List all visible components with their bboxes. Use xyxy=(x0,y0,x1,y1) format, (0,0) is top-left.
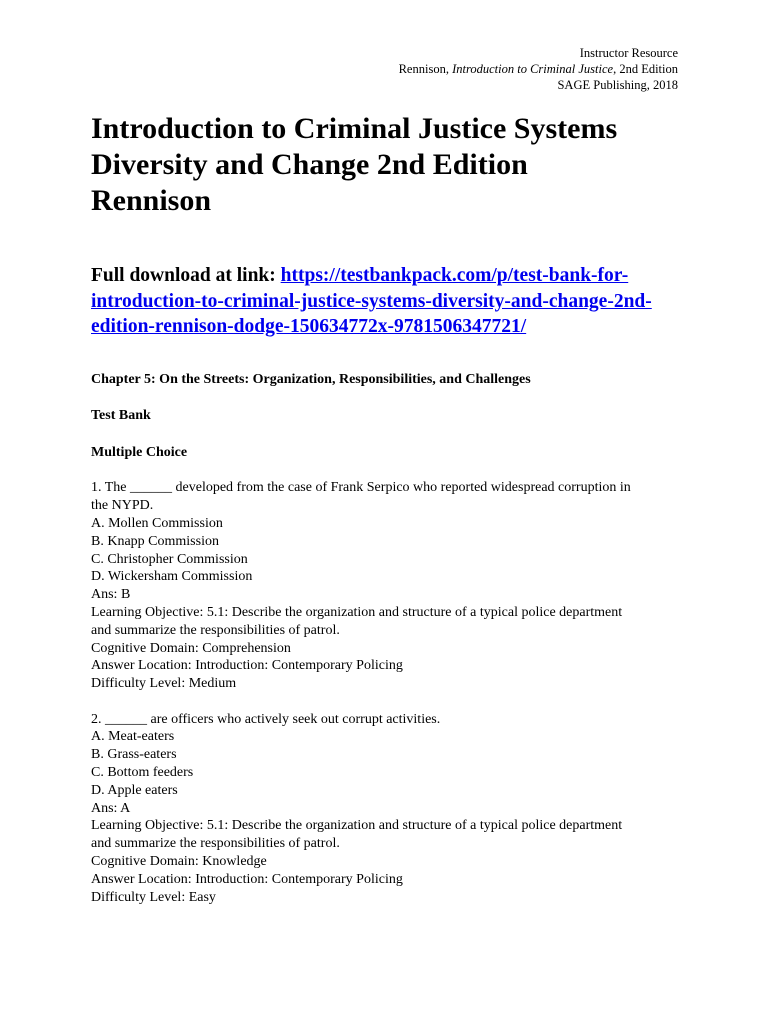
chapter-heading: Chapter 5: On the Streets: Organization, Responsibilities, and Challenges xyxy=(91,372,531,387)
question-2-answer-location: Answer Location: Introduction: Contemporary Policing xyxy=(91,871,403,887)
download-section xyxy=(91,263,691,340)
header-book-title: Introduction to Criminal Justice xyxy=(452,62,614,76)
question-1-answer: Ans: B xyxy=(91,587,131,603)
question-1-option-b: B. Knapp Commission xyxy=(91,533,219,549)
page-header xyxy=(399,45,678,93)
question-1-option-c: C. Christopher Commission xyxy=(91,551,248,567)
header-line-book xyxy=(399,61,678,77)
question-1-answer-location: Answer Location: Introduction: Contemporary Policing xyxy=(91,658,403,674)
title-line-1: Introduction to Criminal Justice Systems xyxy=(91,112,618,145)
download-link-part-1: https://testbankpack.com/p/test-bank-for- xyxy=(280,265,629,286)
header-edition: , 2nd Edition xyxy=(613,62,678,76)
question-2-stem: 2. ______ are officers who actively seek out corrupt activities. xyxy=(91,711,441,727)
question-2-difficulty: Difficulty Level: Easy xyxy=(91,889,216,905)
test-bank-heading: Test Bank xyxy=(91,407,151,423)
document-body xyxy=(91,371,691,924)
question-1-option-d: D. Wickersham Commission xyxy=(91,569,253,585)
multiple-choice-heading: Multiple Choice xyxy=(91,444,188,460)
question-1-difficulty: Difficulty Level: Medium xyxy=(91,676,237,692)
question-2-option-c: C. Bottom feeders xyxy=(91,764,194,780)
question-1-stem: 1. The ______ developed from the case of Frank Serpico who reported widespread corruption in xyxy=(91,480,631,496)
download-label: Full download at link: xyxy=(91,265,281,286)
download-link-part-3: edition-rennison-dodge-150634772x-9781506347721/ xyxy=(91,316,527,337)
question-1-option-a: A. Mollen Commission xyxy=(91,515,223,531)
question-2-learning-objective: Learning Objective: 5.1: Describe the organization and structure of a typical police department xyxy=(91,818,623,834)
header-line-resource: Instructor Resource xyxy=(579,46,678,60)
question-2-option-d: D. Apple eaters xyxy=(91,782,178,798)
title-line-3: Rennison xyxy=(91,184,212,217)
question-1-learning-objective: Learning Objective: 5.1: Describe the organization and structure of a typical police department xyxy=(91,604,623,620)
document-title xyxy=(91,111,691,219)
question-1-cognitive-domain: Cognitive Domain: Comprehension xyxy=(91,640,291,656)
question-2 xyxy=(91,711,691,907)
title-line-2: Diversity and Change 2nd Edition xyxy=(91,148,528,181)
question-2-option-b: B. Grass-eaters xyxy=(91,747,177,763)
question-1 xyxy=(91,479,691,693)
question-1-learning-objective-cont: and summarize the responsibilities of patrol. xyxy=(91,622,340,638)
question-2-learning-objective-cont: and summarize the responsibilities of patrol. xyxy=(91,836,340,852)
header-author: Rennison, xyxy=(398,62,453,76)
question-1-stem-cont: the NYPD. xyxy=(91,498,154,514)
download-link-part-2: introduction-to-criminal-justice-systems-diversity-and-change-2nd- xyxy=(91,290,652,312)
question-2-cognitive-domain: Cognitive Domain: Knowledge xyxy=(91,853,267,869)
question-2-option-a: A. Meat-eaters xyxy=(91,729,175,745)
question-2-answer: Ans: A xyxy=(91,800,131,816)
header-line-publisher: SAGE Publishing, 2018 xyxy=(557,78,678,92)
